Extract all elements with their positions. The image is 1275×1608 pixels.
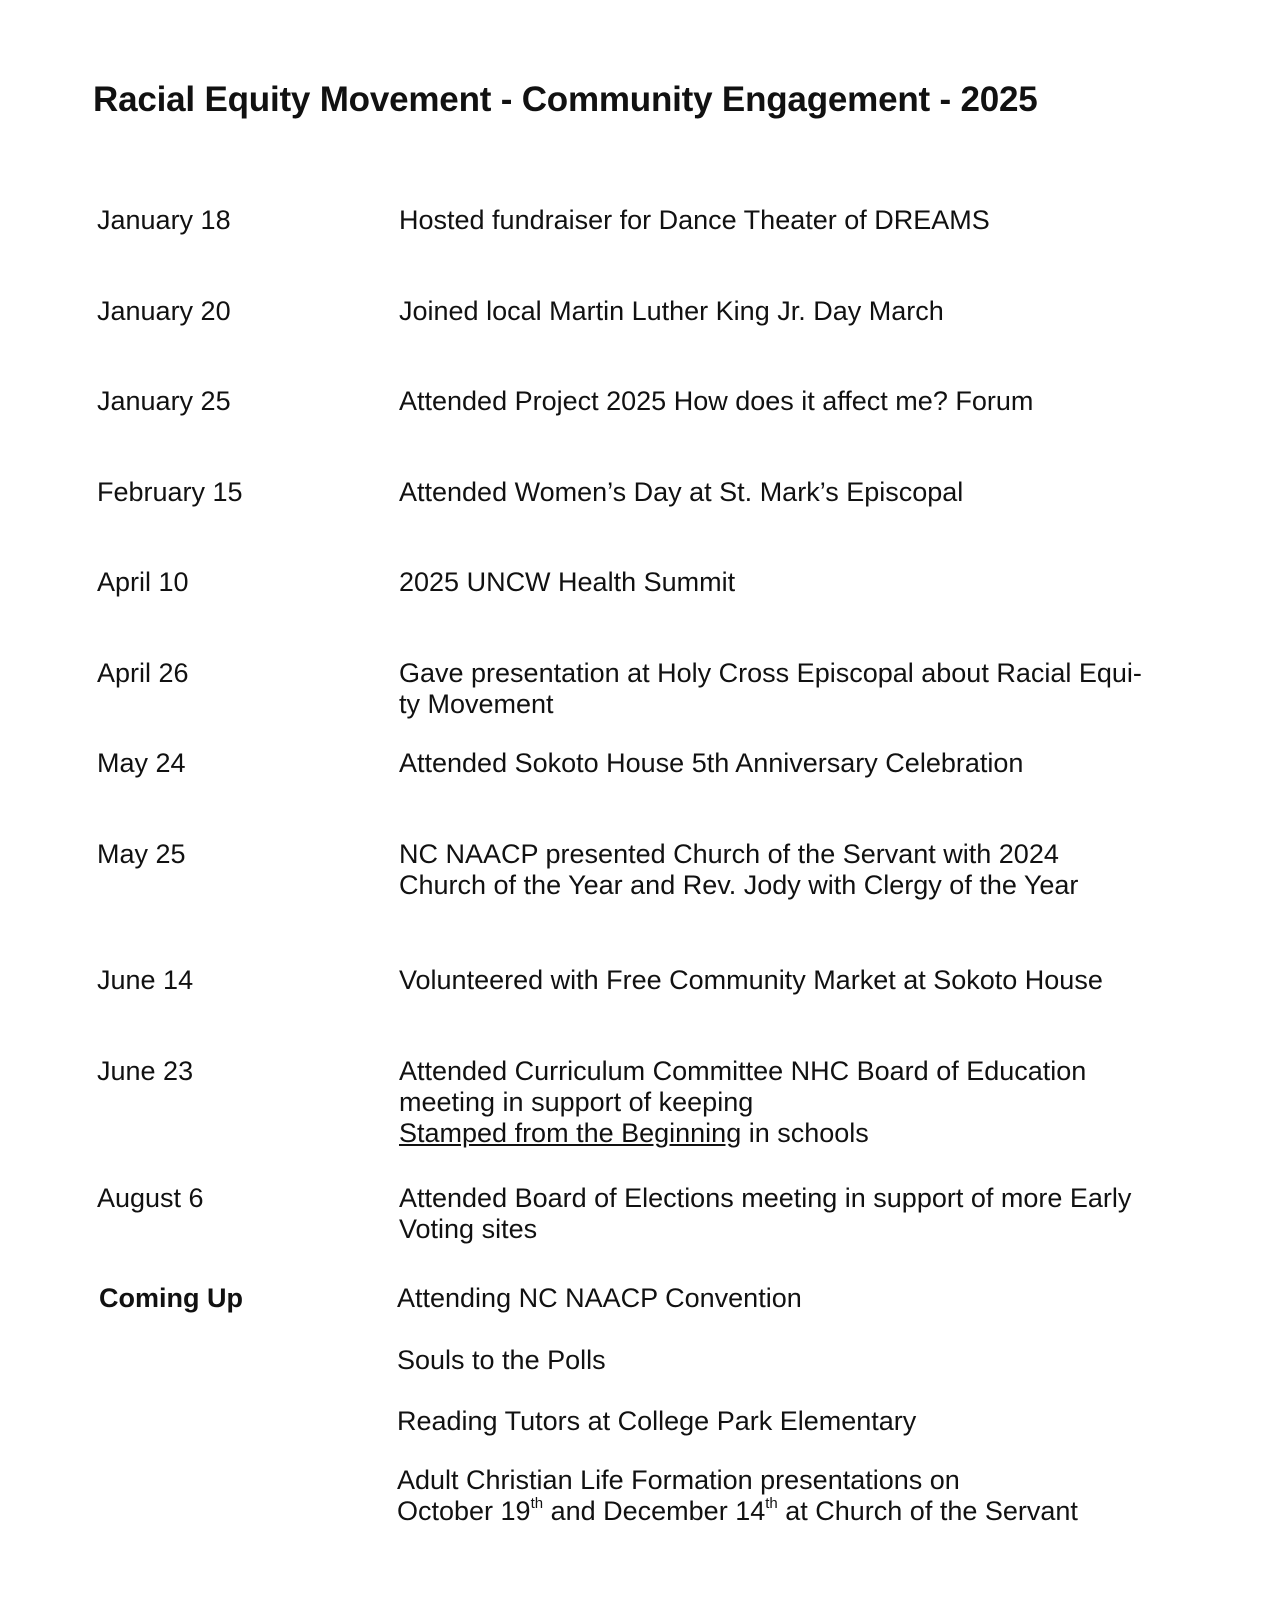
event-date: June 23 bbox=[97, 1056, 194, 1086]
date-text: and December 14 bbox=[543, 1496, 766, 1526]
ordinal-suffix: th bbox=[765, 1495, 778, 1512]
event-date: February 15 bbox=[97, 477, 243, 507]
coming-up-item: Reading Tutors at College Park Elementary bbox=[397, 1406, 917, 1436]
event-date: May 25 bbox=[97, 839, 186, 869]
event-description bbox=[399, 658, 1219, 720]
event-description: Hosted fundraiser for Dance Theater of DREAMS bbox=[399, 205, 990, 235]
event-description: 2025 UNCW Health Summit bbox=[399, 567, 736, 597]
event-description bbox=[399, 839, 1219, 901]
event-description-line: Attended Curriculum Committee NHC Board of Education bbox=[399, 1056, 1087, 1086]
event-description-line: meeting in support of keeping bbox=[399, 1087, 754, 1117]
coming-up-item bbox=[397, 1465, 1217, 1527]
coming-up-heading: Coming Up bbox=[99, 1283, 243, 1313]
event-description-line: Attended Board of Elections meeting in support of more Early bbox=[399, 1183, 1132, 1213]
event-description-line: Church of the Year and Rev. Jody with Clergy of the Year bbox=[399, 870, 1079, 900]
event-description: Attended Project 2025 How does it affect me? Forum bbox=[399, 386, 1034, 416]
page-title: Racial Equity Movement - Community Engagement - 2025 bbox=[93, 80, 1038, 119]
event-description-text: in schools bbox=[741, 1118, 869, 1148]
event-description bbox=[399, 1056, 1219, 1149]
event-description: Joined local Martin Luther King Jr. Day March bbox=[399, 296, 944, 326]
event-description: Attended Women’s Day at St. Mark’s Episcopal bbox=[399, 477, 964, 507]
event-date: January 18 bbox=[97, 205, 231, 235]
event-description-line bbox=[399, 1118, 1219, 1149]
event-date: April 26 bbox=[97, 658, 189, 688]
coming-up-item: Souls to the Polls bbox=[397, 1345, 606, 1375]
event-date: April 10 bbox=[97, 567, 189, 597]
event-description-line: Voting sites bbox=[399, 1214, 538, 1244]
event-description-line: Gave presentation at Holy Cross Episcopal about Racial Equi- bbox=[399, 658, 1142, 688]
coming-up-item-line: Adult Christian Life Formation presentations on bbox=[397, 1465, 960, 1495]
event-description: Attended Sokoto House 5th Anniversary Celebration bbox=[399, 748, 1024, 778]
event-date: January 25 bbox=[97, 386, 231, 416]
book-title: Stamped from the Beginning bbox=[399, 1118, 742, 1148]
event-date: August 6 bbox=[97, 1183, 204, 1213]
coming-up-item: Attending NC NAACP Convention bbox=[397, 1283, 802, 1313]
event-description bbox=[399, 1183, 1219, 1245]
date-text: October 19 bbox=[397, 1496, 531, 1526]
event-description: Volunteered with Free Community Market at Sokoto House bbox=[399, 965, 1103, 995]
event-date: May 24 bbox=[97, 748, 186, 778]
ordinal-suffix: th bbox=[530, 1495, 544, 1512]
event-date: June 14 bbox=[97, 965, 194, 995]
location-text: at Church of the Servant bbox=[777, 1496, 1078, 1526]
event-date: January 20 bbox=[97, 296, 231, 326]
event-description-line: ty Movement bbox=[399, 689, 554, 719]
event-description-line: NC NAACP presented Church of the Servant with 2024 bbox=[399, 839, 1059, 869]
coming-up-item-line bbox=[397, 1496, 1217, 1527]
